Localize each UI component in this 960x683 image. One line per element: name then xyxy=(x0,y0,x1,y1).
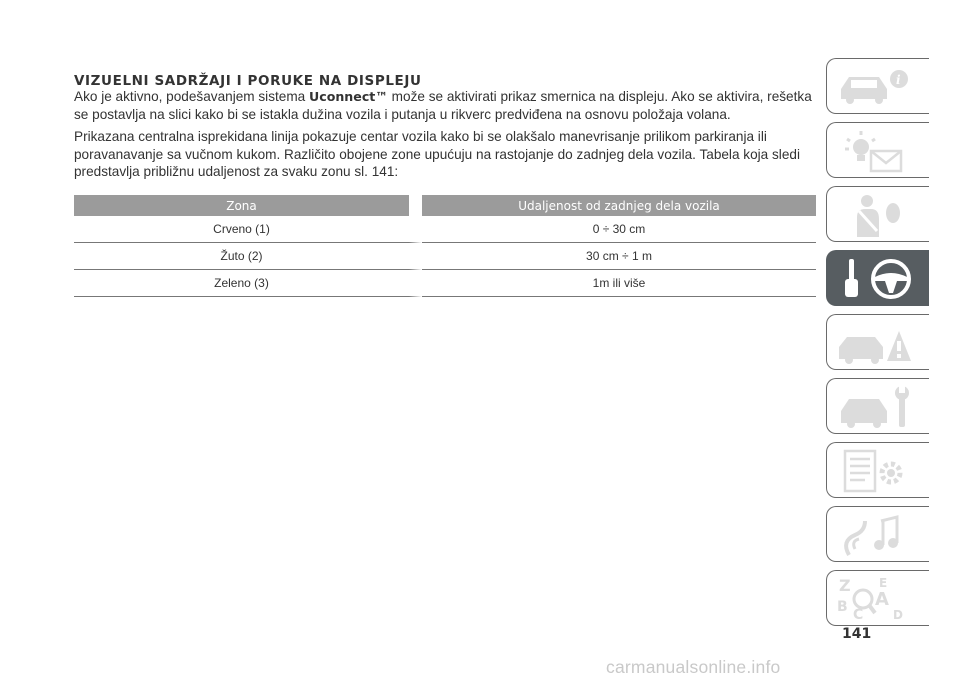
svg-text:C: C xyxy=(853,607,864,623)
description-paragraph: Prikazana centralna isprekidana linija pokazuje centar vozila kako bi se olakšalo manevrisanje prilikom parkiranja ili poravanavanje sa vučnom kukom. Različito obojene zone upućuju na rastojanje do zadnjeg dela vozila. Tabela koja sledi predstavlja približnu udaljenost za svaku zonu sl. 141: xyxy=(74,129,800,179)
zone-cell: Crveno (1) xyxy=(74,216,422,243)
page-number: 141 xyxy=(842,626,872,642)
tab-safety[interactable] xyxy=(826,186,929,242)
tab-servicing[interactable] xyxy=(826,378,929,434)
svg-text:A: A xyxy=(875,589,889,610)
car-info-icon xyxy=(835,63,923,111)
car-breakdown-icon xyxy=(835,319,923,367)
svg-text:D: D xyxy=(893,608,903,622)
table-row xyxy=(74,216,816,243)
tab-technical-data[interactable] xyxy=(826,442,929,498)
svg-text:B: B xyxy=(837,599,848,615)
brand-name: Uconnect™ xyxy=(309,89,388,104)
tab-warning-lights[interactable] xyxy=(826,122,929,178)
intro-paragraph xyxy=(74,88,814,123)
intro-text-before: Ako je aktivno, podešavanjem sistema xyxy=(74,89,309,104)
svg-text:E: E xyxy=(879,576,888,590)
table-row xyxy=(74,243,816,270)
tab-index[interactable] xyxy=(826,570,929,626)
airbag-safety-icon xyxy=(835,191,923,239)
distance-cell: 0 ÷ 30 cm xyxy=(422,216,816,243)
svg-text:Z: Z xyxy=(839,576,851,595)
distance-cell: 1m ili više xyxy=(422,270,816,297)
tab-starting-driving[interactable] xyxy=(826,250,929,306)
key-steering-wheel-icon xyxy=(835,255,923,303)
intro-text-after: može se aktivirati prikaz smernica na displeju. Ako se aktivira, rešetka se postavlja na slici kako bi se istakla dužina vozila i putanja u rikverc predviđena na osnovu položaja volana. xyxy=(74,89,812,122)
warning-light-message-icon xyxy=(835,127,923,175)
car-maintenance-icon xyxy=(835,383,923,431)
svg-text:i: i xyxy=(896,73,901,87)
zone-cell: Žuto (2) xyxy=(74,243,422,270)
watermark: carmanualsonline.info xyxy=(606,657,781,677)
tab-car-info[interactable] xyxy=(826,58,929,114)
zone-distance-table xyxy=(74,195,816,297)
column-header-distance: Udaljenost od zadnjeg dela vozila xyxy=(422,195,816,216)
multimedia-icon xyxy=(835,511,923,559)
alphabetical-index-icon xyxy=(835,575,923,623)
distance-cell: 30 cm ÷ 1 m xyxy=(422,243,816,270)
technical-data-icon xyxy=(835,447,923,495)
zone-cell: Zeleno (3) xyxy=(74,270,422,297)
tab-multimedia[interactable] xyxy=(826,506,929,562)
section-heading: VIZUELNI SADRŽAJI I PORUKE NA DISPLEJU xyxy=(74,73,422,89)
tab-emergency[interactable] xyxy=(826,314,929,370)
table-row xyxy=(74,270,816,297)
column-header-zone: Zona xyxy=(74,195,422,216)
table-header-row xyxy=(74,195,816,216)
